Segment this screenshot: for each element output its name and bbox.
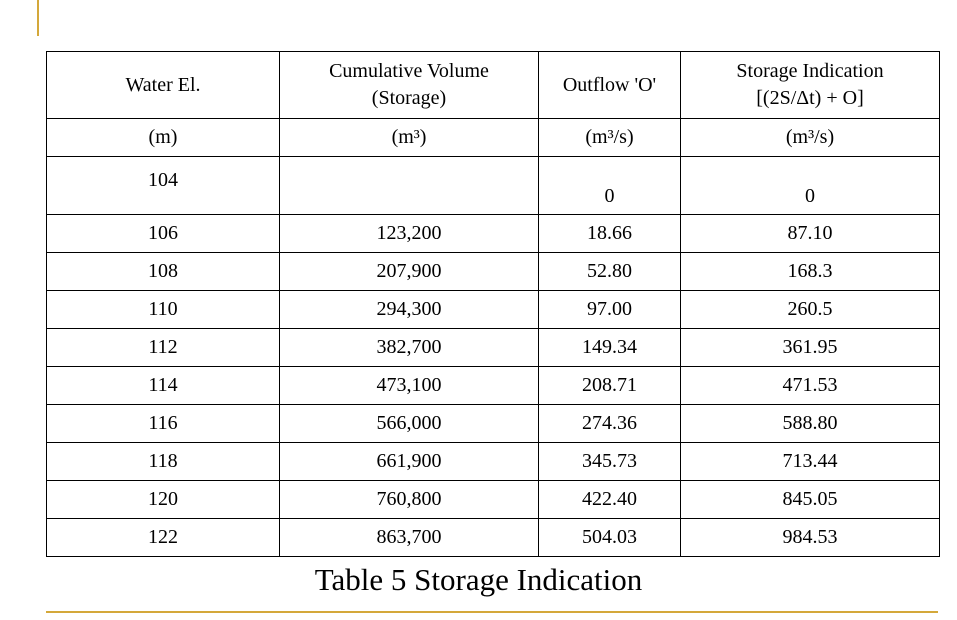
unit-cumulative-volume: (m³): [280, 119, 539, 157]
cell-storage-indication: 984.53: [681, 519, 940, 557]
cell-outflow: 208.71: [539, 367, 681, 405]
cell-outflow: 504.03: [539, 519, 681, 557]
cell-water-elevation: 122: [47, 519, 280, 557]
cell-water-elevation: 114: [47, 367, 280, 405]
header-cumulative-volume: [280, 52, 539, 119]
unit-storage-indication: (m³/s): [681, 119, 940, 157]
cell-cumulative-volume: 294,300: [280, 291, 539, 329]
cell-cumulative-volume: 207,900: [280, 253, 539, 291]
table-units-row: [47, 119, 940, 157]
cell-cumulative-volume: 661,900: [280, 443, 539, 481]
cell-storage-indication: 168.3: [681, 253, 940, 291]
table-row: [47, 405, 940, 443]
cell-outflow: 422.40: [539, 481, 681, 519]
cell-outflow: 149.34: [539, 329, 681, 367]
header-storage-indication: [681, 52, 940, 119]
header-outflow-label: Outflow 'O': [562, 73, 657, 96]
cell-outflow: 18.66: [539, 215, 681, 253]
table-row: [47, 481, 940, 519]
cell-water-elevation: 108: [47, 253, 280, 291]
cell-cumulative-volume: 863,700: [280, 519, 539, 557]
cell-cumulative-volume: 123,200: [280, 215, 539, 253]
table-row: [47, 443, 940, 481]
table-caption: Table 5 Storage Indication: [314, 562, 643, 597]
cell-cumulative-volume: [280, 157, 539, 215]
cell-water-elevation: 118: [47, 443, 280, 481]
cell-storage-indication: 361.95: [681, 329, 940, 367]
unit-water-elevation: (m): [47, 119, 280, 157]
table-row: [47, 367, 940, 405]
cell-cumulative-volume: 473,100: [280, 367, 539, 405]
cell-outflow: 0: [539, 157, 681, 215]
unit-outflow: (m³/s): [539, 119, 681, 157]
cell-water-elevation: 106: [47, 215, 280, 253]
table-row: [47, 519, 940, 557]
table-row: [47, 253, 940, 291]
table-row: [47, 157, 940, 215]
cell-storage-indication: 87.10: [681, 215, 940, 253]
accent-line-bottom: [46, 611, 938, 613]
cell-outflow: 274.36: [539, 405, 681, 443]
cell-storage-indication: 588.80: [681, 405, 940, 443]
cell-cumulative-volume: 382,700: [280, 329, 539, 367]
header-storage-indication-label: Storage Indication: [736, 60, 884, 82]
cell-water-elevation: 110: [47, 291, 280, 329]
accent-bar-top: [37, 0, 39, 36]
storage-indication-table: [46, 51, 940, 557]
cell-outflow: 97.00: [539, 291, 681, 329]
header-storage-indication-formula: [(2S/Δt) + O]: [756, 87, 864, 109]
cell-water-elevation: 120: [47, 481, 280, 519]
cell-water-elevation: 112: [47, 329, 280, 367]
header-outflow: [539, 52, 681, 119]
cell-storage-indication: 471.53: [681, 367, 940, 405]
table-row: [47, 291, 940, 329]
table-row: [47, 329, 940, 367]
cell-storage-indication: 713.44: [681, 443, 940, 481]
cell-cumulative-volume: 566,000: [280, 405, 539, 443]
table-header-row: [47, 52, 940, 119]
cell-outflow: 345.73: [539, 443, 681, 481]
cell-storage-indication: 260.5: [681, 291, 940, 329]
cell-cumulative-volume: 760,800: [280, 481, 539, 519]
cell-water-elevation: 104: [47, 157, 280, 215]
header-cumulative-volume-label: Cumulative Volume: [329, 60, 489, 82]
header-cumulative-volume-sublabel: (Storage): [371, 87, 447, 109]
cell-water-elevation: 116: [47, 405, 280, 443]
cell-storage-indication: 0: [681, 157, 940, 215]
table-row: [47, 215, 940, 253]
cell-outflow: 52.80: [539, 253, 681, 291]
cell-storage-indication: 845.05: [681, 481, 940, 519]
header-water-elevation: [47, 52, 280, 119]
header-water-elevation-label: Water El.: [125, 73, 201, 96]
